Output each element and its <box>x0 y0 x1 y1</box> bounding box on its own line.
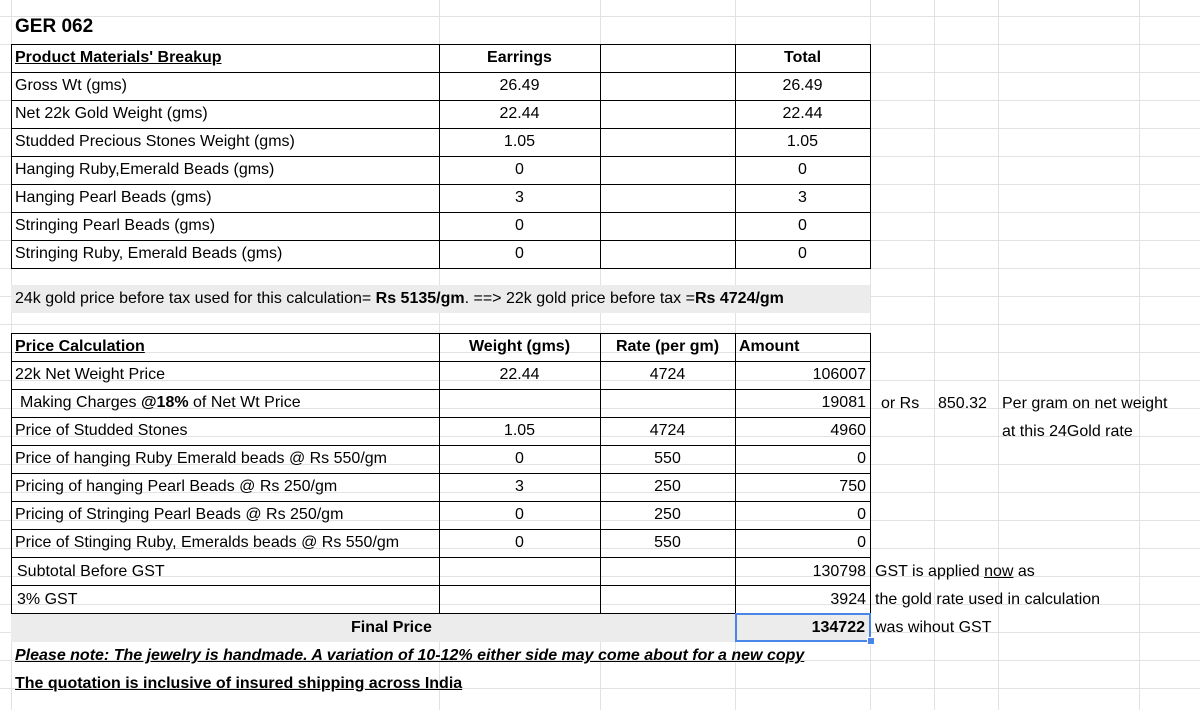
gst-note-1c: as <box>1013 563 1035 580</box>
materials-row-earrings[interactable]: 0 <box>515 161 524 178</box>
price-row-weight[interactable]: 22.44 <box>499 366 540 383</box>
final-price-blank-1[interactable] <box>439 614 600 642</box>
final-price-value[interactable]: 134722 <box>735 613 871 642</box>
price-row-label[interactable]: Price of Stinging Ruby, Emeralds beads @ Rs 550/gm <box>15 534 400 551</box>
price-row-rate[interactable] <box>600 389 735 417</box>
price-row-label[interactable]: Pricing of Stringing Pearl Beads @ Rs 250/gm <box>15 506 344 523</box>
price-row-weight[interactable]: 3 <box>515 478 524 495</box>
gst-value[interactable]: 3924 <box>830 591 866 608</box>
materials-row-earrings[interactable]: 22.44 <box>499 105 540 122</box>
price-row-amount[interactable]: 4960 <box>830 422 866 439</box>
materials-row-earrings[interactable]: 1.05 <box>503 133 536 150</box>
materials-header-blank[interactable] <box>600 44 735 72</box>
price-row-rate[interactable]: 550 <box>654 534 681 551</box>
materials-row-blank[interactable] <box>600 100 735 128</box>
gst-note-1b: now <box>984 563 1014 580</box>
sheet-title[interactable]: GER 062 <box>15 16 94 37</box>
materials-row-total[interactable]: 0 <box>798 161 807 178</box>
materials-header-label[interactable]: Product Materials' Breakup <box>15 49 222 66</box>
price-row-rate[interactable]: 4724 <box>649 422 686 439</box>
price-row-rate[interactable]: 250 <box>654 506 681 523</box>
side-per-gram-value[interactable]: 850.32 <box>938 395 987 412</box>
price-row-label[interactable] <box>11 389 439 417</box>
materials-row-label[interactable]: Hanging Pearl Beads (gms) <box>15 189 212 206</box>
materials-row-total[interactable]: 1.05 <box>786 133 819 150</box>
materials-row-blank[interactable] <box>600 72 735 100</box>
final-price-label[interactable] <box>11 614 439 642</box>
gst-note-line-1[interactable] <box>871 558 1171 586</box>
subtotal-value[interactable]: 130798 <box>812 563 866 580</box>
price-row-label[interactable]: 22k Net Weight Price <box>15 366 165 383</box>
materials-row-label[interactable]: Net 22k Gold Weight (gms) <box>15 105 208 122</box>
price-header-weight[interactable]: Weight (gms) <box>468 338 571 355</box>
final-price-blank-2[interactable] <box>600 614 735 642</box>
materials-row-blank[interactable] <box>600 184 735 212</box>
materials-row-blank[interactable] <box>600 212 735 240</box>
making-pct: @18% <box>140 394 189 411</box>
price-header-amount[interactable]: Amount <box>739 338 800 355</box>
materials-row-label[interactable]: Studded Precious Stones Weight (gms) <box>15 133 295 150</box>
price-row-amount[interactable]: 19081 <box>821 394 866 411</box>
price-row-amount[interactable]: 750 <box>839 478 866 495</box>
price-row-amount[interactable]: 106007 <box>812 366 866 383</box>
materials-row-total[interactable]: 0 <box>798 245 807 262</box>
price-header-label[interactable]: Price Calculation <box>15 338 145 355</box>
price-row-weight[interactable]: 0 <box>515 534 524 551</box>
materials-row-total[interactable]: 22.44 <box>782 105 823 122</box>
footer-note-handmade[interactable]: Please note: The jewelry is handmade. A variation of 10-12% either side may come about for a new copy <box>15 647 805 664</box>
gold-price-note[interactable] <box>11 285 870 313</box>
materials-row-total[interactable]: 0 <box>798 217 807 234</box>
gold-note-22k-price: Rs 4724/gm <box>694 290 784 307</box>
making-label-text: Making Charges <box>20 394 141 411</box>
gst-note-line-2[interactable]: the gold rate used in calculation <box>875 591 1101 608</box>
materials-row-label[interactable]: Stringing Pearl Beads (gms) <box>15 217 216 234</box>
price-row-weight[interactable] <box>439 389 600 417</box>
materials-row-earrings[interactable]: 0 <box>515 217 524 234</box>
materials-row-blank[interactable] <box>600 240 735 268</box>
final-price-label-text: Final Price <box>351 619 432 636</box>
gst-note-line-3[interactable]: was wihout GST <box>875 619 992 636</box>
price-row-rate[interactable]: 4724 <box>649 366 686 383</box>
price-row-amount[interactable]: 0 <box>857 534 866 551</box>
side-per-gram-text[interactable]: Per gram on net weight <box>1002 395 1168 412</box>
materials-row-label[interactable]: Hanging Ruby,Emerald Beads (gms) <box>15 161 275 178</box>
making-suffix: of Net Wt Price <box>188 394 301 411</box>
footer-note-shipping[interactable]: The quotation is inclusive of insured shipping across India <box>15 675 463 692</box>
price-row-weight[interactable]: 0 <box>515 506 524 523</box>
materials-row-earrings[interactable]: 0 <box>515 245 524 262</box>
price-header-rate[interactable]: Rate (per gm) <box>615 338 720 355</box>
side-or-rs[interactable]: or Rs <box>881 395 920 412</box>
materials-row-earrings[interactable]: 3 <box>515 189 524 206</box>
price-row-rate[interactable]: 250 <box>654 478 681 495</box>
price-row-label[interactable]: Price of Studded Stones <box>15 422 188 439</box>
price-row-label[interactable]: Price of hanging Ruby Emerald beads @ Rs 550/gm <box>15 450 387 467</box>
gold-note-text-1: 24k gold price before tax used for this calculation= <box>15 290 376 307</box>
side-rate-text[interactable]: at this 24Gold rate <box>1002 423 1133 440</box>
price-row-weight[interactable]: 1.05 <box>503 422 536 439</box>
subtotal-label[interactable]: Subtotal Before GST <box>17 563 165 580</box>
price-row-rate[interactable]: 550 <box>654 450 681 467</box>
materials-row-blank[interactable] <box>600 128 735 156</box>
gold-note-text-2: . ==> 22k gold price before tax = <box>464 290 695 307</box>
materials-row-total[interactable]: 3 <box>798 189 807 206</box>
price-row-amount[interactable]: 0 <box>857 450 866 467</box>
price-row-weight[interactable]: 0 <box>515 450 524 467</box>
gst-note-1a: GST is applied <box>875 563 985 580</box>
materials-row-label[interactable]: Gross Wt (gms) <box>15 77 127 94</box>
materials-row-blank[interactable] <box>600 156 735 184</box>
price-row-label[interactable]: Pricing of hanging Pearl Beads @ Rs 250/gm <box>15 478 338 495</box>
materials-header-total[interactable]: Total <box>783 49 822 66</box>
price-row-amount[interactable]: 0 <box>857 506 866 523</box>
gst-label[interactable]: 3% GST <box>17 591 78 608</box>
materials-row-label[interactable]: Stringing Ruby, Emerald Beads (gms) <box>15 245 283 262</box>
materials-header-earrings[interactable]: Earrings <box>487 49 552 66</box>
gold-note-24k-price: Rs 5135/gm <box>375 290 465 307</box>
materials-row-earrings[interactable]: 26.49 <box>499 77 540 94</box>
materials-row-total[interactable]: 26.49 <box>782 77 823 94</box>
